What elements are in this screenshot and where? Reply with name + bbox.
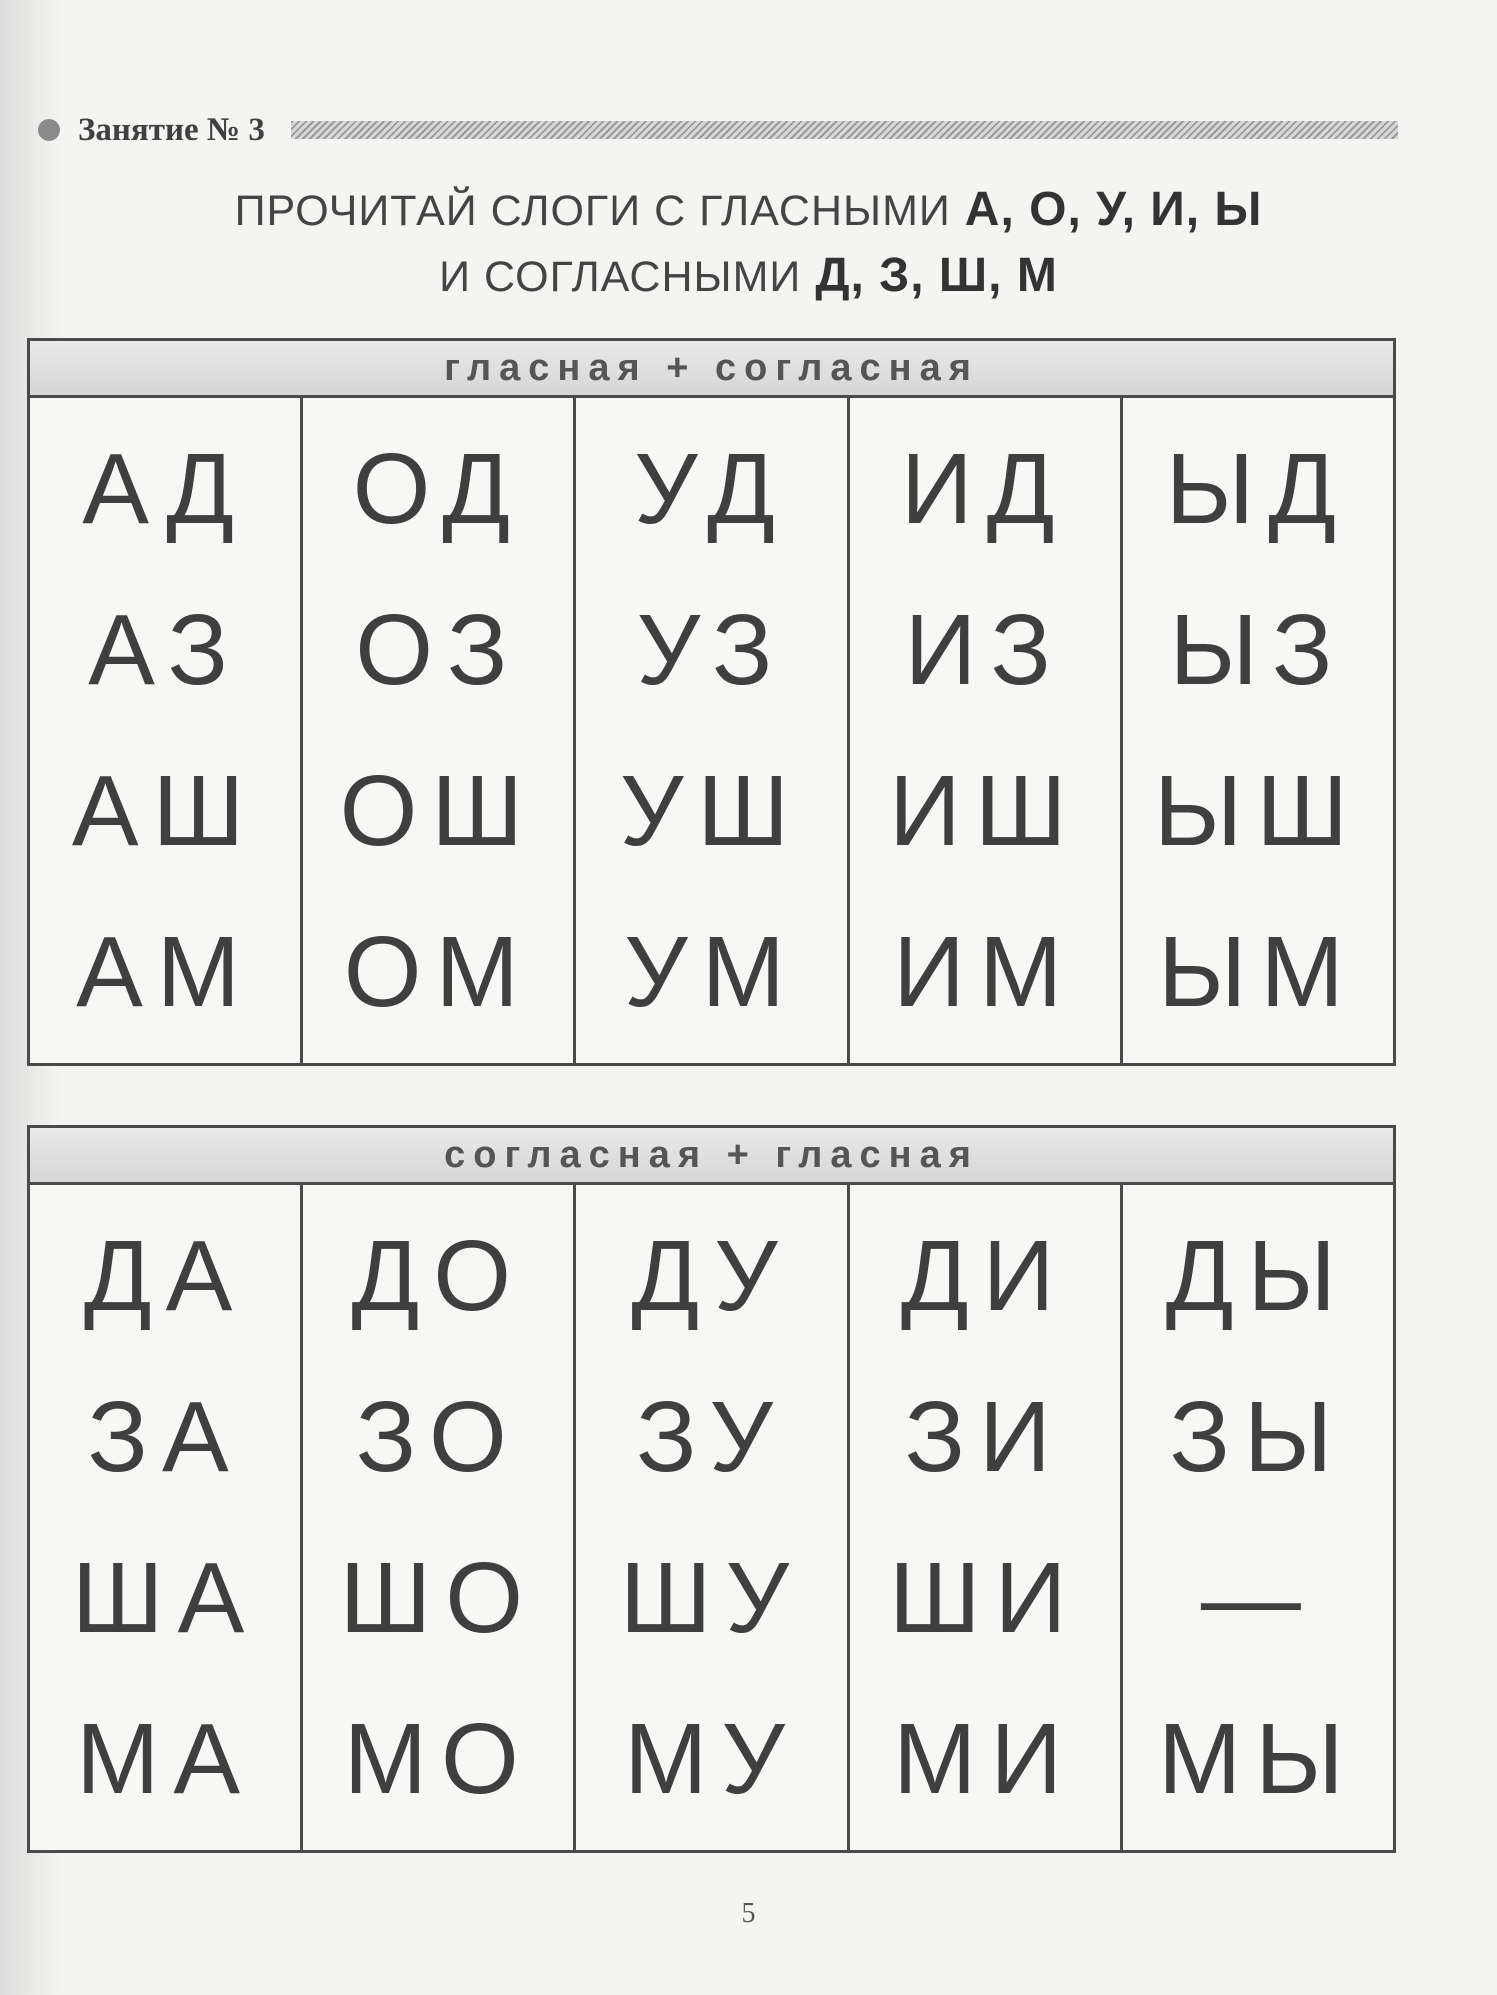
table-column: [847, 1185, 1120, 1850]
syllable: МА: [76, 1703, 255, 1816]
table-column: [300, 1185, 573, 1850]
table-body: [30, 1185, 1393, 1850]
syllable-table-vowel-consonant: [27, 338, 1396, 1066]
syllable: МИ: [893, 1703, 1077, 1816]
table-column: [573, 1185, 846, 1850]
table-column: [300, 398, 573, 1063]
table-body: [30, 398, 1393, 1063]
consonant-letters: Д, З, Ш, М: [815, 249, 1058, 302]
table-column: [30, 1185, 300, 1850]
syllable: ШУ: [619, 1542, 804, 1655]
syllable: УМ: [624, 916, 799, 1029]
syllable: ИД: [900, 432, 1069, 545]
syllable: МО: [343, 1703, 533, 1816]
syllable: АЗ: [88, 593, 243, 706]
syllable: ДЫ: [1165, 1219, 1351, 1332]
syllable: ЫД: [1165, 432, 1351, 545]
syllable: ША: [71, 1542, 259, 1655]
syllable: ШО: [339, 1542, 538, 1655]
syllable-table-consonant-vowel: [27, 1125, 1396, 1853]
table-column: [847, 398, 1120, 1063]
syllable: ЫМ: [1158, 916, 1358, 1029]
syllable: АД: [82, 432, 248, 545]
syllable: ЗИ: [904, 1380, 1065, 1493]
instruction-line-1: [0, 182, 1497, 237]
table-column: [1120, 1185, 1393, 1850]
syllable: УД: [634, 432, 789, 545]
instruction-text-1: ПРОЧИТАЙ СЛОГИ С ГЛАСНЫМИ: [234, 187, 951, 235]
syllable: ОД: [352, 432, 524, 545]
bullet-icon: [38, 119, 60, 141]
syllable: АШ: [71, 755, 259, 868]
syllable: ИМ: [893, 916, 1077, 1029]
table-column: [1120, 398, 1393, 1063]
syllable: ДИ: [900, 1219, 1069, 1332]
syllable: ЫЗ: [1169, 593, 1347, 706]
syllable: МУ: [624, 1703, 799, 1816]
syllable: ИЗ: [904, 593, 1065, 706]
lesson-header: [38, 108, 1398, 152]
syllable: ИШ: [888, 755, 1081, 868]
vowel-letters: А, О, У, И, Ы: [964, 183, 1263, 236]
syllable: ШИ: [888, 1542, 1081, 1655]
syllable: —: [1200, 1542, 1315, 1655]
syllable: ЗЫ: [1169, 1380, 1347, 1493]
table-title: гласная + согласная: [30, 341, 1393, 398]
syllable: ОШ: [339, 755, 538, 868]
table-column: [30, 398, 300, 1063]
syllable: ДУ: [631, 1219, 792, 1332]
syllable: УШ: [619, 755, 804, 868]
lesson-title: Занятие № 3: [78, 111, 265, 148]
table-title: согласная + гласная: [30, 1128, 1393, 1185]
syllable: МЫ: [1158, 1703, 1358, 1816]
syllable: ОМ: [343, 916, 533, 1029]
hatched-rule: [291, 121, 1398, 139]
syllable: ОЗ: [355, 593, 522, 706]
instruction-line-2: [0, 248, 1497, 303]
page-number: 5: [741, 1898, 756, 1929]
syllable: ЫШ: [1153, 755, 1362, 868]
syllable: ЗА: [87, 1380, 243, 1493]
syllable: ДО: [351, 1219, 526, 1332]
syllable: ЗУ: [636, 1380, 787, 1493]
instruction-text-2: И СОГЛАСНЫМИ: [439, 253, 802, 301]
syllable: ДА: [83, 1219, 247, 1332]
syllable: АМ: [76, 916, 255, 1029]
syllable: ЗО: [355, 1380, 521, 1493]
table-column: [573, 398, 846, 1063]
syllable: УЗ: [636, 593, 787, 706]
